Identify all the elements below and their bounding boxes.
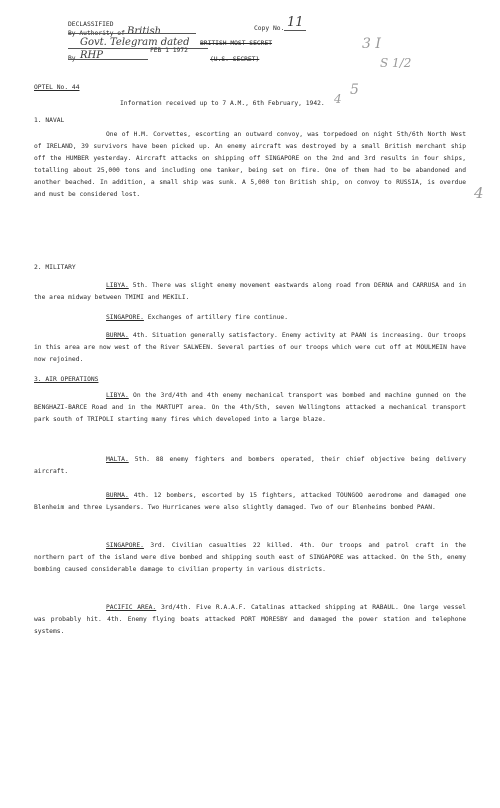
struck-classification-2: (U.S. SECRET): [210, 56, 260, 63]
air-place-malta: MALTA.: [106, 456, 129, 463]
place-singapore: SINGAPORE.: [106, 314, 144, 321]
date-stamp: FEB 1 1972: [150, 47, 188, 54]
air-pacific: PACIFIC AREA. 3rd/4th. Five R.A.A.F. Catalinas attacked shipping at RABAUL. One large vessel was probably hit. 4th. Enemy flying boats attacked PORT MORESBY and damaged the power station and telephone systems.: [34, 604, 466, 635]
telegram-handwriting: Govt. Telegram dated: [80, 37, 190, 48]
pencil-mark-2: S 1/2: [380, 56, 412, 70]
copy-number: 11: [287, 15, 304, 30]
pencil-mark-1: 3 I: [362, 36, 381, 52]
section-military-heading: 2. MILITARY: [34, 264, 76, 271]
place-libya: LIBYA.: [106, 282, 129, 289]
intro-line: Information received up to 7 A.M., 6th February, 1942.: [120, 100, 325, 107]
air-place-libya: LIBYA.: [106, 392, 129, 399]
authority-prefix: By Authority of: [68, 30, 125, 37]
telegram-rule: [68, 48, 208, 49]
air-place-burma: BURMA.: [106, 492, 129, 499]
air-burma: BURMA. 4th. 12 bombers, escorted by 15 fighters, attacked TOUNGOO aerodrome and damaged one Blenheim and three Lysanders. Two Hurricanes were also slightly damaged. Two of our Blenheims bombed PAAN.: [34, 492, 466, 511]
military-singapore: SINGAPORE. Exchanges of artillery fire continue.: [106, 314, 288, 321]
place-burma: BURMA.: [106, 332, 129, 339]
declassified-label: DECLASSIFIED: [68, 21, 114, 28]
military-burma: BURMA. 4th. Situation generally satisfactory. Enemy activity at PAAN is increasing. Our troops in this area are now west of the River SALWEEN. Several parties of our troops which were cut off at MOULMEIN have now rejoined.: [34, 332, 466, 363]
air-libya: LIBYA. On the 3rd/4th and 4th enemy mechanical transport was bombed and machine gunned on the BENGHAZI-BARCE Road and in the MARTUPT area. On the 4th/5th, seven Wellingtons attacked a mechanical transport park south of TRIPOLI starting many fires which developed into a large blaze.: [34, 392, 466, 423]
authority-handwriting: British: [127, 26, 162, 37]
margin-pencil-mark: 4: [474, 184, 484, 202]
military-libya: LIBYA. 5th. There was slight enemy movement eastwards along road from DERNA and CARRUSA and in the area midway between TMIMI and MEKILI.: [34, 282, 466, 301]
pencil-mark-4: 4: [334, 92, 342, 106]
by-handwriting: RHP: [80, 50, 103, 61]
by-rule: [68, 59, 148, 60]
air-singapore: SINGAPORE. 3rd. Civilian casualties 22 killed. 4th. Our troops and patrol craft in the northern part of the island were dive bombed and shipping south east of SINGAPORE was attacked. On the 5th, enemy bombing caused considerable damage to civilian property in various districts.: [34, 542, 466, 573]
copy-rule: [284, 30, 306, 31]
pencil-mark-3: 5: [350, 82, 359, 98]
air-place-singapore: SINGAPORE.: [106, 542, 144, 549]
section-naval-paragraph: One of H.M. Corvettes, escorting an outward convoy, was torpedoed on night 5th/6th North West of IRELAND, 39 survivors have been picked up. An enemy aircraft was destroyed by a small British merchant ship off the HUMBER yesterday. Aircraft attacks on shipping off SINGAPORE on the 2nd and 3rd results in four ships, totalling about 25,000 tons and including one tanker, being set on fire. One of them had to be abandoned and another beached. In addition, a small ship was sunk. A 5,000 ton British ship, on convoy to RUSSIA, is overdue and must be considered lost.: [34, 131, 466, 198]
copy-label: Copy No.: [254, 25, 285, 32]
by-prefix: By: [68, 55, 76, 62]
section-naval-heading: 1. NAVAL: [34, 117, 65, 124]
authority-rule: [68, 33, 196, 34]
optel-number: OPTEL No. 44: [34, 84, 80, 91]
struck-classification-1: BRITISH MOST SECRET: [200, 40, 273, 47]
air-place-pacific: PACIFIC AREA.: [106, 604, 157, 611]
section-air-heading: 3. AIR OPERATIONS: [34, 376, 99, 383]
air-malta: MALTA. 5th. 88 enemy fighters and bombers operated, their chief objective being delivery aircraft.: [34, 456, 466, 475]
